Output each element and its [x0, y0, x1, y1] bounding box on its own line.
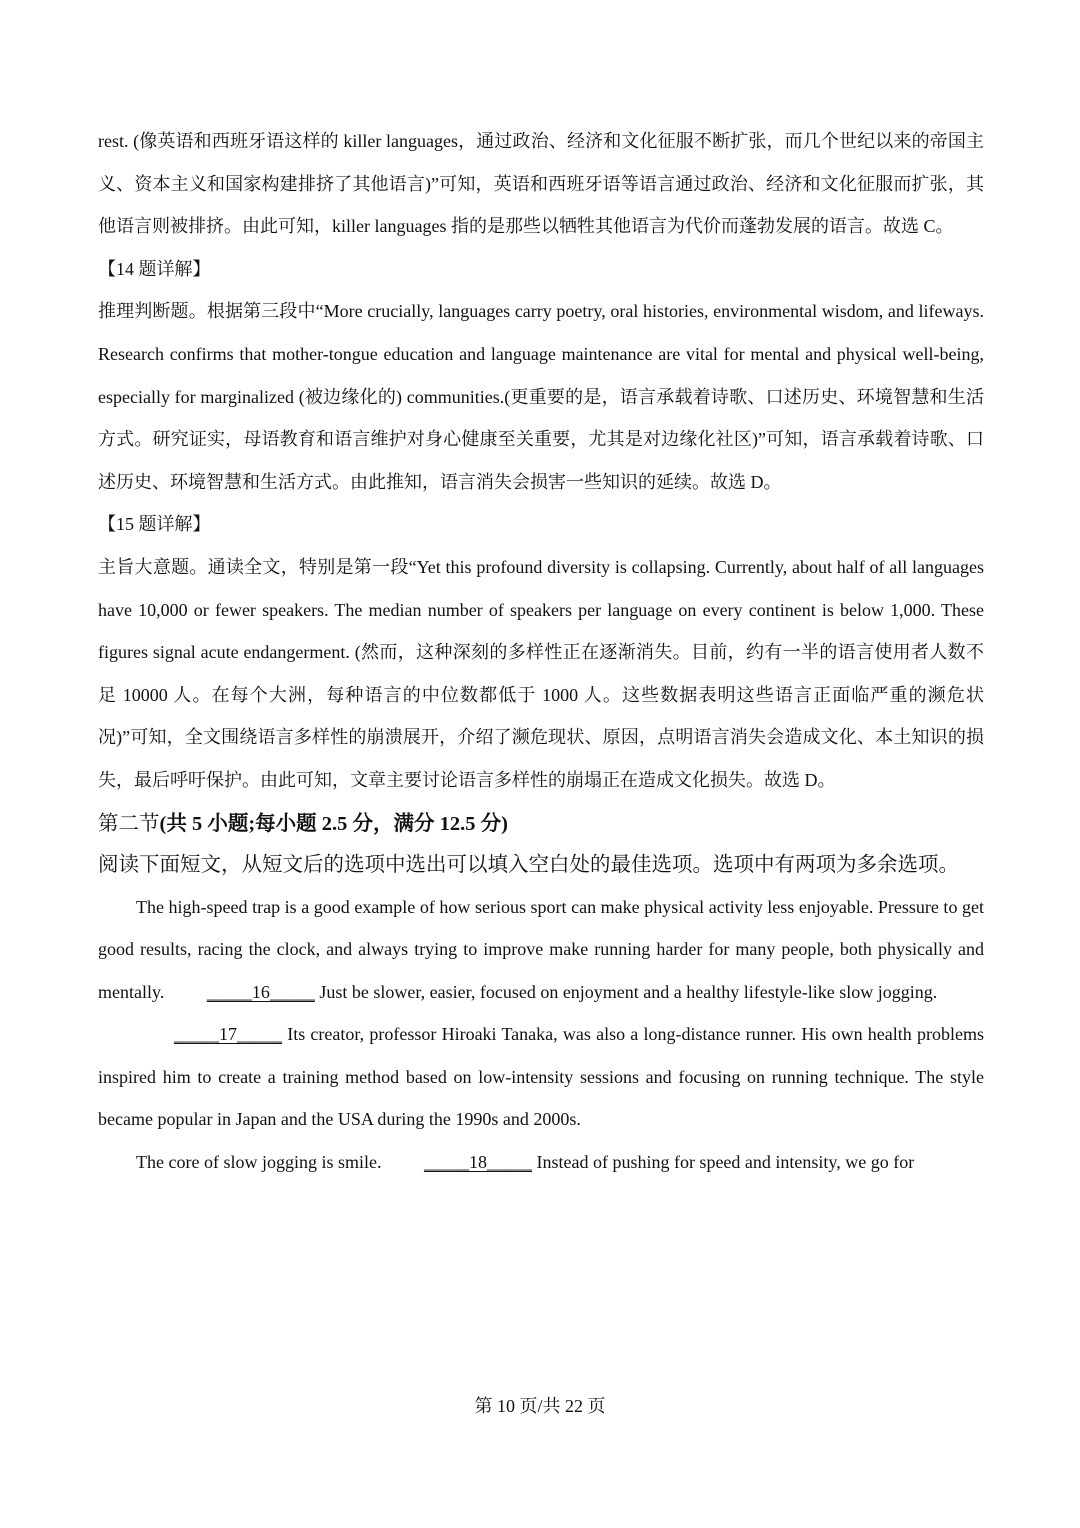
section2-heading-detail: (共 5 小题;每小题 2.5 分，满分 12.5 分): [159, 812, 508, 835]
section2-instructions: 阅读下面短文，从短文后的选项中选出可以填入空白处的最佳选项。选项中有两项为多余选项。: [98, 853, 959, 876]
passage-p3-text-a: The core of slow jogging is smile.: [136, 1152, 386, 1173]
passage-p2-text: Its creator, professor Hiroaki Tanaka, was also a long-distance runner. His own health problems inspired him to create a training method based on low-intensity sessions and focusing on running technique. The style became popular in Japan and the USA during the 1990s and 2000s.: [98, 1024, 984, 1130]
passage-p3-text-b: Instead of pushing for speed and intensity, we go for: [531, 1152, 915, 1173]
q15-explanation: 主旨大意题。通读全文，特别是第一段“Yet this profound diversity is collapsing. Currently, about half of all languages have 10,000 or fewer speakers. The median number of speakers per language on every continent is below 1,000. These figures signal acute endangerment. (然而，这种深刻的多样性正在逐渐消失。目前，约有一半的语言使用者人数不足 10000 人。在每个大洲，每种语言的中位数都低于 1000 人。这些数据表明这些语言正面临严重的濒危状况)”可知，全文围绕语言多样性的崩溃展开，介绍了濒危现状、原因，点明语言消失会造成文化、本土知识的损失，最后呼吁保护。由此可知，文章主要讨论语言多样性的崩塌正在造成文化损失。故选 D。: [98, 556, 984, 790]
blank-17: _____17_____: [174, 1024, 282, 1045]
passage-p1-text-a: The high-speed trap is a good example of how serious sport can make physical activity less enjoyable. Pressure to get good results, racing the clock, and always trying to improve make running harder for many people, both physically and mentally.: [98, 896, 984, 1002]
page-number-footer: 第 10 页/共 22 页: [474, 1396, 606, 1416]
section2-heading: [98, 804, 984, 844]
blank-16: _____16_____: [206, 981, 315, 1002]
q14-heading: 【14 题详解】: [98, 258, 211, 279]
passage-paragraph-2: [98, 1013, 984, 1141]
blank-18: _____18_____: [423, 1152, 532, 1173]
passage-p1-text-b: Just be slower, easier, focused on enjoyment and a healthy lifestyle-like slow jogging.: [314, 981, 938, 1002]
document-page: [98, 120, 984, 1184]
q14-explanation: 推理判断题。根据第三段中“More crucially, languages carry poetry, oral histories, environmental wisdom, and lifeways. Research confirms that mother-tongue education and language maintenance are vital for mental and physical well-being, especially for marginalized (被边缘化的) communities.(更重要的是，语言承载着诗歌、口述历史、环境智慧和生活方式。研究证实，母语教育和语言维护对身心健康至关重要，尤其是对边缘化社区)”可知，语言承载着诗歌、口述历史、环境智慧和生活方式。由此推知，语言消失会损害一些知识的延续。故选 D。: [98, 301, 984, 492]
q15-heading: 【15 题详解】: [98, 514, 211, 535]
section2-heading-label: 第二节: [98, 812, 160, 835]
passage-paragraph-1: [98, 886, 984, 1014]
q13-explanation-tail: rest. (像英语和西班牙语这样的 killer languages，通过政治、经济和文化征服不断扩张，而几个世纪以来的帝国主义、资本主义和国家构建排挤了其他语言)”可知，英语和西班牙语等语言通过政治、经济和文化征服而扩张，其他语言则被排挤。由此可知，killer languages 指的是那些以牺牲其他语言为代价而蓬勃发展的语言。故选 C。: [98, 131, 984, 237]
passage-paragraph-3: [98, 1141, 984, 1184]
